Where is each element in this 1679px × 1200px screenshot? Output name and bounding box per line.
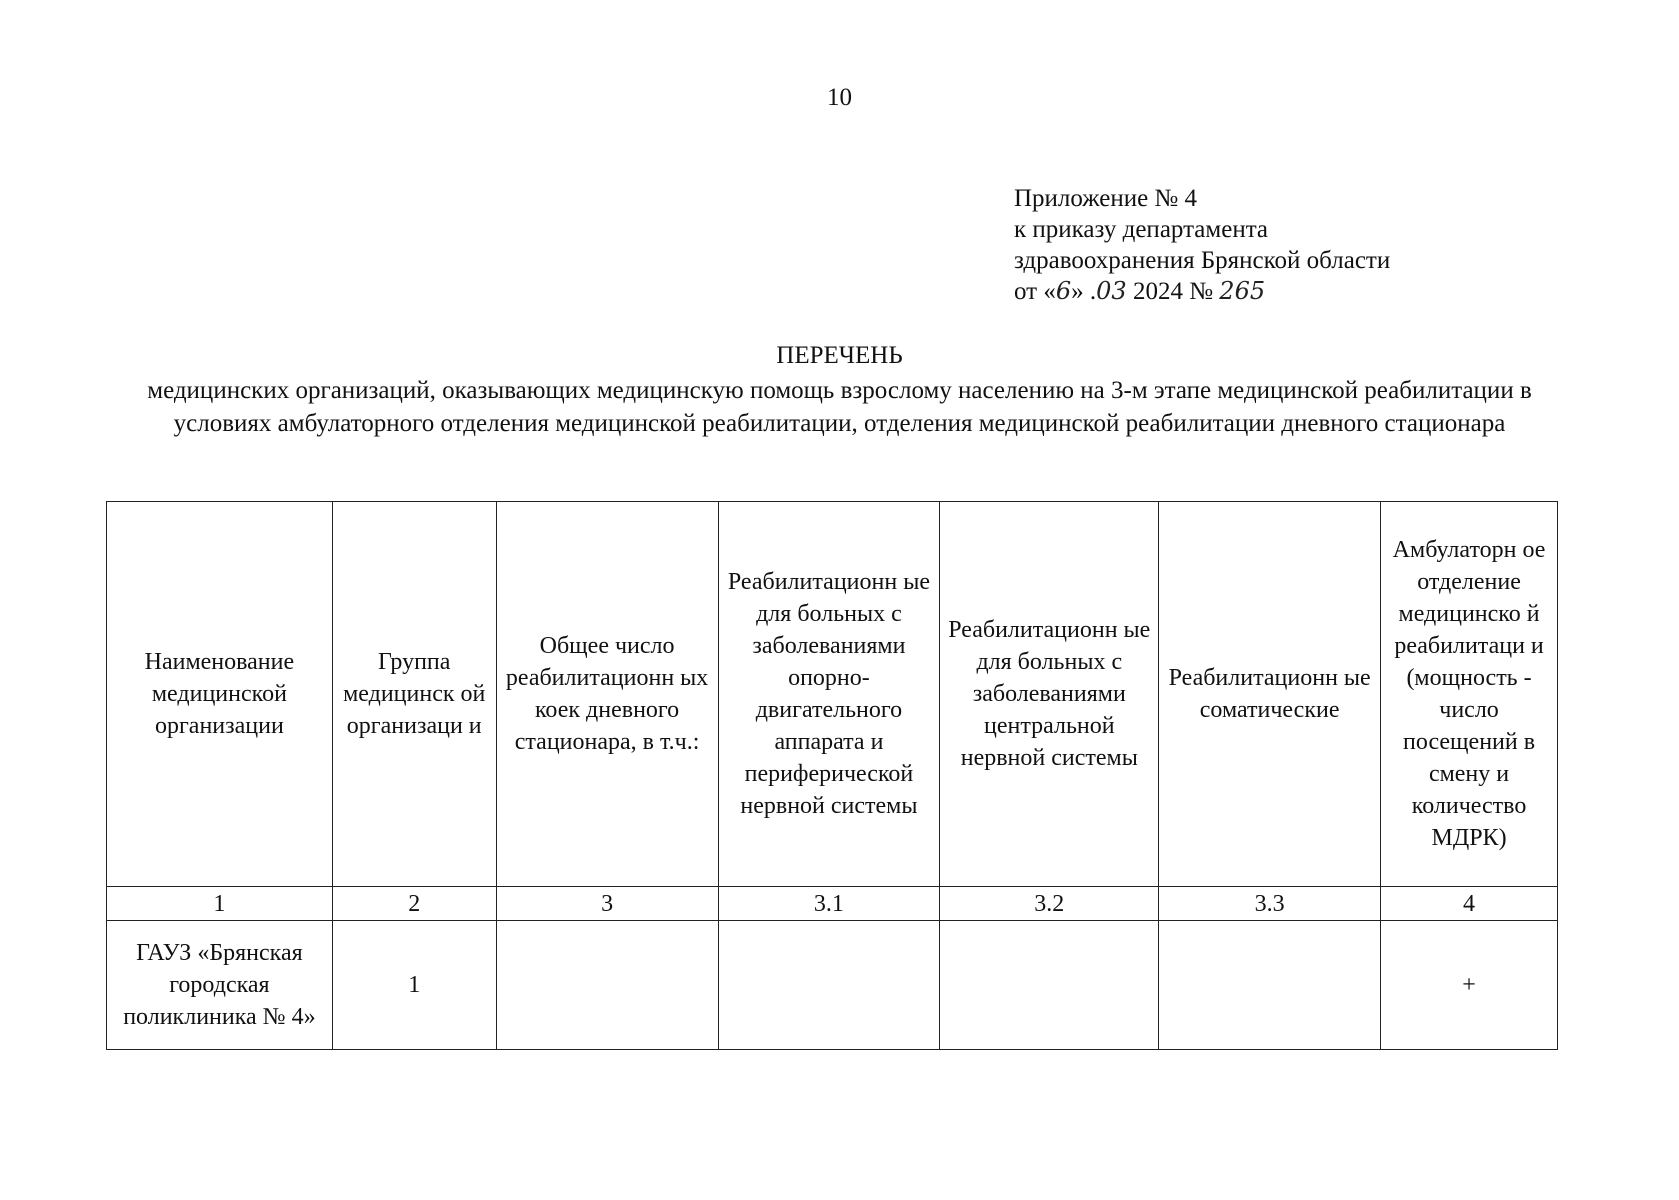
- organization-name-cell: ГАУЗ «Брянская городская поликлиника № 4»: [107, 921, 333, 1050]
- total-beds-cell: [496, 921, 718, 1050]
- header-cell: Общее число реабилитационн ых коек дневного стационара, в т.ч.:: [496, 502, 718, 887]
- column-number-cell: 2: [332, 887, 496, 921]
- header-cell: Амбулаторн ое отделение медицинско й реабилитаци и (мощность - число посещений в смену и количество МДРК): [1381, 502, 1558, 887]
- header-cell: Наименование медицинской организации: [107, 502, 333, 887]
- document-title: ПЕРЕЧЕНЬ: [776, 342, 903, 369]
- musculoskeletal-beds-cell: [718, 921, 940, 1050]
- somatic-beds-cell: [1159, 921, 1381, 1050]
- column-number-cell: 1: [107, 887, 333, 921]
- header-cell: Группа медицинск ой организаци и: [332, 502, 496, 887]
- header-cell: Реабилитационн ые для больных с заболеваниями опорно-двигательного аппарата и периферической нервной системы: [718, 502, 940, 887]
- column-number-cell: 3.3: [1159, 887, 1381, 921]
- date-mid: » .: [1071, 278, 1097, 305]
- column-number-cell: 3.2: [940, 887, 1159, 921]
- column-number-row: [107, 887, 1558, 921]
- group-cell: 1: [332, 921, 496, 1050]
- handwritten-month: 03: [1096, 277, 1127, 305]
- page-number: 10: [827, 84, 852, 111]
- handwritten-day: 6: [1055, 277, 1072, 305]
- annex-date-line: [1014, 276, 1390, 307]
- date-prefix: от «: [1014, 278, 1056, 305]
- outpatient-unit-cell: +: [1381, 921, 1558, 1050]
- cns-beds-cell: [940, 921, 1159, 1050]
- column-number-cell: 3.1: [718, 887, 940, 921]
- column-number-cell: 4: [1381, 887, 1558, 921]
- table-header-row: [107, 502, 1558, 887]
- handwritten-number: 265: [1219, 277, 1266, 305]
- annex-department-line: здравоохранения Брянской области: [1014, 247, 1391, 274]
- annex-block: [1014, 183, 1390, 307]
- annex-order-line: к приказу департамента: [1014, 216, 1269, 243]
- header-cell: Реабилитационн ые для больных с заболеваниями центральной нервной системы: [940, 502, 1159, 887]
- document-subtitle: медицинских организаций, оказывающих медицинскую помощь взрослому населению на 3-м этапе медицинской реабилитации в условиях амбулаторного отделения медицинской реабилитации, отделения медицинской реабилитации дневного стационара: [147, 377, 1532, 437]
- date-year: 2024 №: [1126, 278, 1220, 305]
- organizations-table: [106, 501, 1558, 1050]
- column-number-cell: 3: [496, 887, 718, 921]
- table-row: [107, 921, 1558, 1050]
- header-cell: Реабилитационн ые соматические: [1159, 502, 1381, 887]
- annex-title: Приложение № 4: [1014, 185, 1198, 212]
